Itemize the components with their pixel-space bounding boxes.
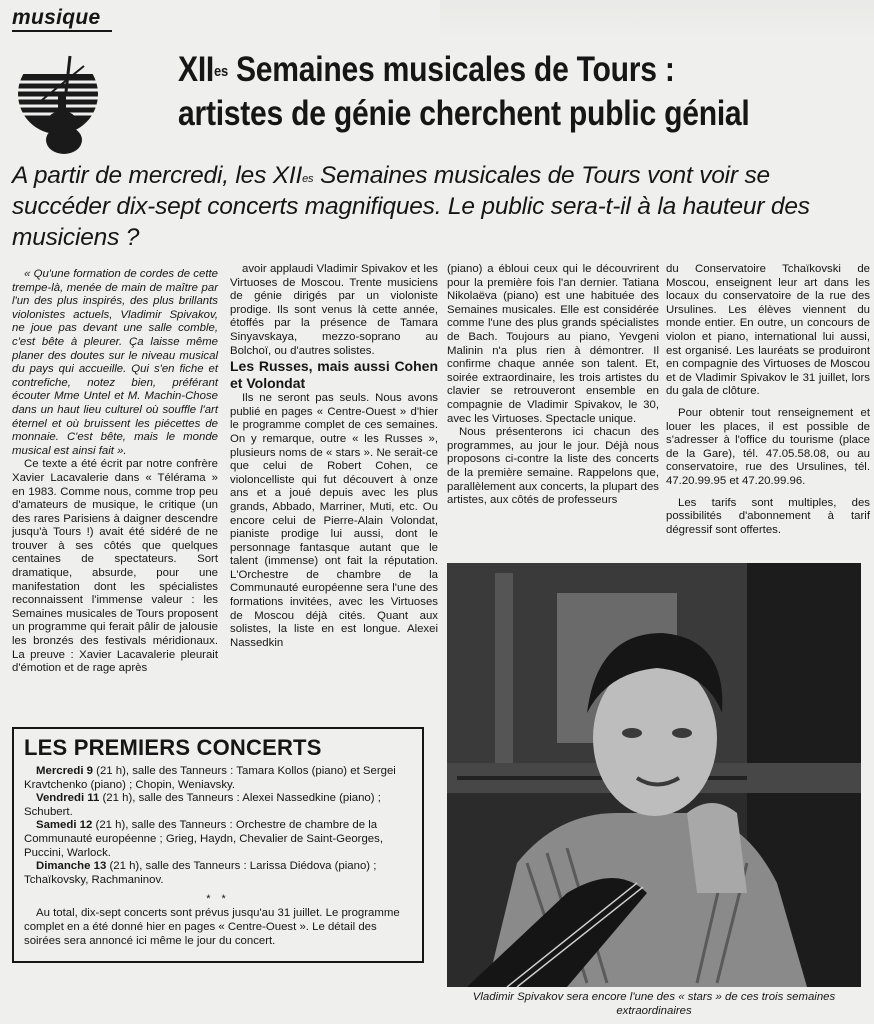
concert-details: (21 h), salle des Tanneurs : Tamara Kollos (piano) et Sergei Kravtchenko (piano) ; Chopin, Weniavsky. (24, 765, 396, 791)
concert-item (24, 819, 412, 860)
section-rule (12, 30, 112, 32)
portrait-photo (447, 563, 861, 987)
headline-line1: Semaines musicales de Tours : (227, 50, 675, 89)
column-1-quote: « Qu'une formation de cordes de cette trempe-là, menée de main de maître par l'un des plus inspirés, des plus brillants violonistes actuels, Vladimir Spivakov, ne joue pas devant une salle comble, c'est bête à pleurer. Ça laisse même planer des doutes sur le niveau musical du pays qui accueille. Qui s'en fiche et contrefiche, notez bien, préférant écouter Mme Untel et M. Machin-Chose dans un haut lieu culturel où souffle l'art éternel et où bruissent les piécettes de monnaie. C'est bête, mais le monde musical est ainsi fait ». (12, 268, 218, 457)
column-4 (666, 263, 870, 537)
concert-item (24, 860, 412, 887)
standfirst (12, 160, 864, 253)
standfirst-pre: A partir de mercredi, les XII (12, 162, 303, 189)
concert-day: Samedi 12 (36, 819, 93, 832)
separator-asterisks: * * (206, 893, 230, 906)
photo-caption: Vladimir Spivakov sera encore l'une des « stars » de ces trois semaines extraordinaires (472, 991, 836, 1017)
subheading: Les Russes, mais aussi Cohen et Volondat (230, 358, 438, 392)
column-1-paragraph: Ce texte a été écrit par notre confrère Xavier Lacavalerie dans « Télérama » en 1983. Comme nous, comme trop peu d'amateurs de musique, le critique (un des rares Parisiens à daigner descendre jusqu'à Tours !) avait été sidéré de ne trouver à ses côtés que quelques centaines de spectateurs. Sort dramatique, absurde, pour une manifestation dont les spécialistes reconnaissent l'immense valeur : les Semaines musicales de Tours proposent un programme qui ferait pâlir de jalousie les bronzés des festivals méridionaux. La preuve : Xavier Lacavalerie pleurait d'émotion et de rage après (12, 458, 218, 675)
standfirst-post: Semaines musicales de Tours vont voir se succéder dix-sept concerts magnifiques. Le public sera-t-il à la hauteur des musiciens ? (12, 162, 810, 251)
concert-details: (21 h), salle des Tanneurs : Alexei Nassedkine (piano) ; Schubert. (24, 792, 381, 818)
column-2 (230, 263, 438, 650)
column-3-paragraph-1: (piano) a ébloui ceux qui le découvrirent pour la première fois l'an dernier. Tatiana Nikolaëva (piano) est une habituée des Semaines musicales. Elle est considérée comme l'une des plus grands spécialistes de Bach. Toujours au piano, Yevgeni Malinin n'a plus rien à démontrer. Il confirme chaque année son talent. Et, soirée extraordinaire, les trois artistes du clavier se retrouveront ensemble en compagnie de Vladimir Spivakov, le 30, avec les Virtuoses. Spectacle unique. (447, 263, 659, 425)
column-4-paragraph-3: Les tarifs sont multiples, des possibilités d'abonnement à tarif dégressif sont offertes. (666, 496, 870, 536)
concert-details: (21 h), salle des Tanneurs : Orchestre de chambre de la Communauté européenne ; Grieg, Haydn, Chevalier de Saint-Georges, Puccini, Warlock. (24, 819, 384, 859)
section-label: musique (12, 6, 101, 29)
concert-details: (21 h), salle des Tanneurs : Larissa Diédova (piano) ; Tchaïkovsky, Rachmaninov. (24, 860, 377, 886)
column-4-paragraph-1: du Conservatoire Tchaïkovski de Moscou, enseignent leur art dans les locaux du conservatoire de la rue des Ursulines. Les élèves viennent du monde entier. En outre, un concours de violon et piano, international lui aussi, est organisé. Les lauréats se produiront en compagnie des Virtuoses de Moscou et de Vladimir Spivakov le 31 juillet, lors du gala de clôture. (666, 263, 870, 398)
show-through-bleed (440, 0, 874, 40)
column-3 (447, 263, 659, 508)
concerts-box-title: LES PREMIERS CONCERTS (24, 735, 322, 760)
column-2-paragraph-1: avoir applaudi Vladimir Spivakov et les Virtuoses de Moscou. Trente musiciens de génie dirigés par un violoniste prodige. Ils sont venus là cette année, étoffés par la présence de Tamara Sinyavskaya, mezzo-soprano au Bolchoï, ou d'autres solistes. (230, 263, 438, 357)
column-3-paragraph-2: Nous présenterons ici chacun des programmes, au jour le jour. Déjà nous proposons ci-contre la liste des concerts de la première semaine. Rappelons que, parallèlement aux concerts, la plupart des artistes, aux côtés de professeurs (447, 426, 659, 507)
headline (178, 48, 771, 136)
concert-day: Dimanche 13 (36, 860, 107, 873)
concert-day: Mercredi 9 (36, 765, 93, 777)
concert-item (24, 792, 412, 819)
violin-logo-icon (12, 52, 108, 156)
column-1 (12, 268, 218, 676)
column-2-paragraph-2: Ils ne seront pas seuls. Nous avons publié en pages « Centre-Ouest » d'hier le programme complet de ces semaines. On y remarque, outre « les Russes », plusieurs noms de « stars ». Ne serait-ce que celui de Robert Cohen, ce violoncelliste qui fut découvert à onze ans et a joué depuis avec les plus grands, Abbado, Marriner, Muti, etc. Ou encore celui de Pierre-Alain Volondat, pianiste prodige lui aussi, dont le personnage fantasque autant que le talent (immense) ont fait la réputation. L'Orchestre de chambre de la Communauté européenne sera l'une des formations invitées, avec les Virtuoses de Moscou déjà cités. Quant aux solistes, la liste en est longue. Alexei Nassedkin (230, 392, 438, 649)
headline-sup: es (214, 63, 228, 80)
standfirst-sup: es (302, 173, 314, 185)
concerts-box (12, 727, 424, 963)
concerts-box-outro: Au total, dix-sept concerts sont prévus jusqu'au 31 juillet. Le programme complet en a été donné hier en pages « Centre-Ouest ». Le détail des soirées sera annoncé ici même le jour du concert. (24, 907, 400, 947)
concert-item (24, 765, 412, 792)
column-4-paragraph-2: Pour obtenir tout renseignement et louer les places, il est possible de s'adresser à l'office du tourisme (place de la Gare), tél. 47.05.58.08, ou au conservatoire, rue des Ursulines, tél. 47.20.99.95 et 47.20.99.96. (666, 406, 870, 487)
headline-line2: artistes de génie cherchent public génial (178, 94, 750, 133)
concert-day: Vendredi 11 (36, 792, 100, 805)
headline-roman: XII (178, 50, 215, 89)
